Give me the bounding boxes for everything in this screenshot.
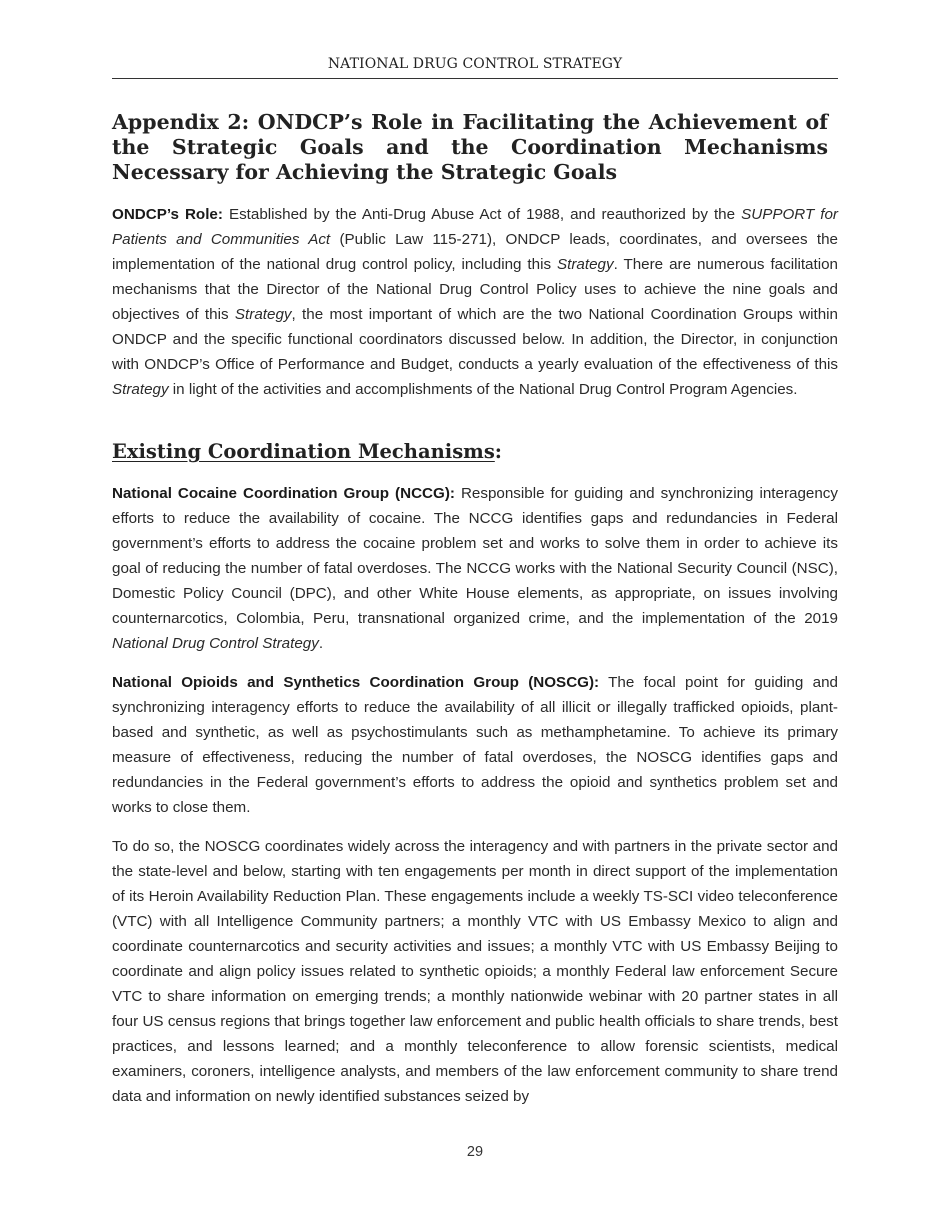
ondcp-role-paragraph — [112, 202, 838, 402]
ondcp-role-text-3: . There are numerous facilitation mechanisms that the Director of the National Drug Control Policy uses to achieve the nine goals and objectives of this — [112, 256, 838, 323]
nccg-text-2: . — [318, 635, 324, 652]
section-heading-text: Existing Coordination Mechanisms — [112, 440, 495, 463]
section-heading — [112, 438, 502, 466]
strategy-term-3: Strategy — [112, 381, 169, 398]
ondcp-role-text-4: , the most important of which are the two National Coordination Groups within ONDCP and the specific functional coordinators discussed below. In addition, the Director, in conjunction with ONDCP’s Office of Performance and Budget, conducts a yearly evaluation of the effectiveness of this — [112, 306, 839, 373]
ondcp-role-text-2: (Public Law 115-271), ONDCP leads, coordinates, and oversees the implementation of the national drug control policy, including this — [112, 231, 838, 273]
section-heading-colon: : — [494, 440, 502, 463]
noscg-detail-paragraph: To do so, the NOSCG coordinates widely across the interagency and with partners in the private sector and the state-level and below, starting with ten engagements per month in direct support of the implementation of its Heroin Availability Reduction Plan. These engagements include a weekly TS-SCI video teleconference (VTC) with all Intelligence Community partners; a monthly VTC with US Embassy Mexico to align and coordinate counternarcotics and security activities and issues; a monthly VTC with US Embassy Beijing to coordinate and align policy issues related to synthetic opioids; a monthly Federal law enforcement Secure VTC to share information on emerging trends; a monthly nationwide webinar with 20 partner states in all four US census regions that brings together law enforcement and public health officials to share trends, best practices, and lessons learned; and a monthly teleconference to allow forensic scientists, medical examiners, coroners, intelligence analysts, and members of the law enforcement community to share trend data and information on newly identified substances seized by — [112, 838, 838, 1105]
ondcp-role-label: ONDCP’s Role: — [112, 206, 223, 223]
running-header: NATIONAL DRUG CONTROL STRATEGY — [327, 56, 623, 72]
ondcp-role-text-1: Established by the Anti-Drug Abuse Act of 1988, and reauthorized by the — [222, 206, 742, 223]
noscg-label: National Opioids and Synthetics Coordination Group (NOSCG): — [112, 674, 600, 691]
header-divider — [112, 78, 838, 79]
noscg-text: The focal point for guiding and synchronizing interagency efforts to reduce the availability of all illicit or illegally trafficked opioids, plant-based and synthetic, as well as psychostimulants such as methamphetamine. To achieve its primary measure of effectiveness, reducing the number of fatal overdoses, the NOSCG identifies gaps and redundancies in the Federal government’s efforts to address the opioid and synthetics problem set and works to close them. — [112, 674, 838, 816]
nccg-paragraph — [112, 481, 838, 656]
nccg-label: National Cocaine Coordination Group (NCCG): — [112, 485, 455, 502]
nccg-text-1: Responsible for guiding and synchronizing interagency efforts to reduce the availability of cocaine. The NCCG identifies gaps and redundancies in Federal government’s efforts to address the cocaine problem set and works to solve them in order to achieve its goal of reducing the number of fatal overdoses. The NCCG works with the National Security Council (NSC), Domestic Policy Council (DPC), and other White House elements, as appropriate, on issues involving counternarcotics, Colombia, Peru, transnational organized crime, and the implementation of the 2019 — [112, 485, 838, 627]
support-act-title: SUPPORT for Patients and Communities Act — [112, 206, 838, 248]
strategy-term-1: Strategy — [557, 256, 614, 273]
ondcp-role-text-5: in light of the activities and accomplishments of the National Drug Control Program Agencies. — [168, 381, 798, 398]
strategy-term-2: Strategy — [234, 306, 292, 323]
ndcs-title: National Drug Control Strategy — [112, 635, 319, 652]
appendix-title: Appendix 2: ONDCP’s Role in Facilitating the Achievement of the Strategic Goals and the Coordination Mechanisms Necessary for Achieving the Strategic Goals — [112, 110, 828, 184]
noscg-paragraph — [112, 670, 838, 820]
page-number: 29 — [466, 1144, 484, 1160]
